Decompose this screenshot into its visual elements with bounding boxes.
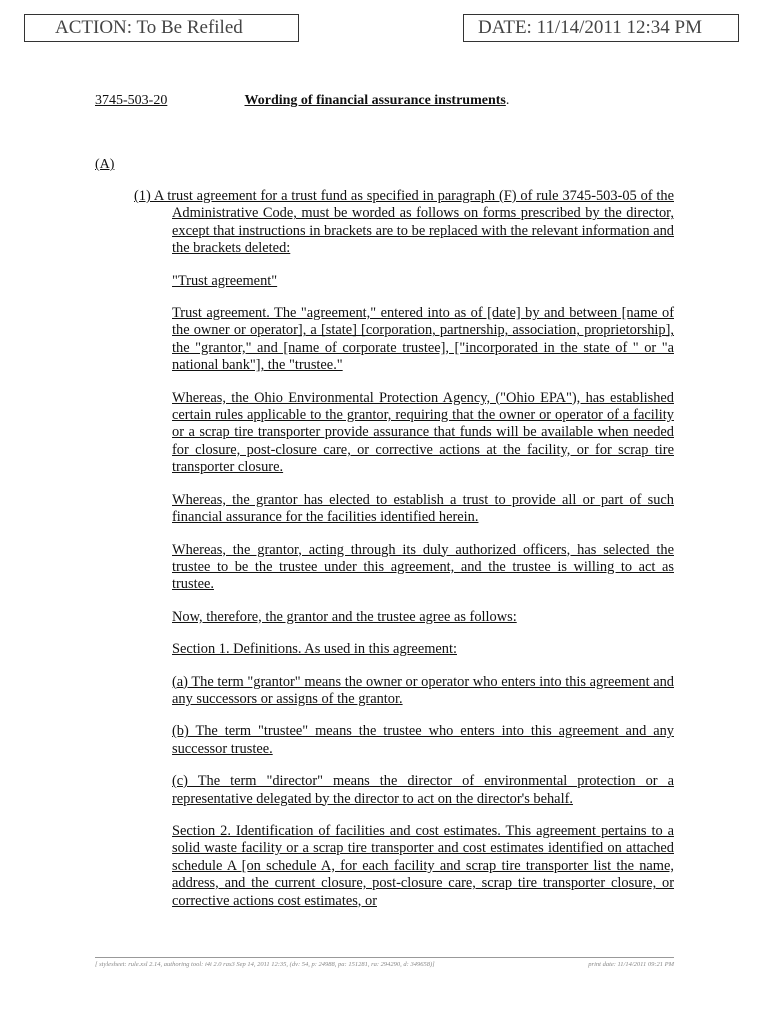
rule-number: 3745-503-20 — [95, 93, 168, 108]
paragraph-def-c: (c) The term "director" means the director of environmental protection or a representative delegated by the director to act on the director's behalf. — [172, 773, 674, 807]
paragraph-whereas-3: Whereas, the grantor, acting through its duly authorized officers, has selected the trustee to be the trustee under this agreement, and the trustee is willing to act as trustee. — [172, 541, 674, 593]
paragraph-section-1: Section 1. Definitions. As used in this agreement: — [172, 641, 457, 658]
section-label: (A) — [95, 157, 115, 172]
footer-metadata: [ stylesheet: rule.xsl 2.14, authoring tool: i4i 2.0 ras3 Sep 14, 2011 12:35, (dv: 54, p: 24988, pa: 151281, ra: 294290, d: 349658)] — [95, 961, 435, 968]
paragraph-whereas-1: Whereas, the Ohio Environmental Protection Agency, ("Ohio EPA"), has established certain rules applicable to the grantor, requiring that the owner or operator of a facility or a scrap tire transporter provide assurance that funds will be available when needed for closure, post-closure care, or corrective actions at the facility, or for scrap tire transporter closure. — [172, 389, 674, 476]
paragraph-trust-agreement: Trust agreement. The "agreement," entered into as of [date] by and between [name of the owner or operator], a [state] [corporation, partnership, association, proprietorship], the "grantor," and [name of corporate trustee], ["incorporated in the state of " or "a national bank"], the "trustee." — [172, 305, 674, 374]
rule-body — [134, 188, 674, 925]
paragraph-whereas-2: Whereas, the grantor has elected to establish a trust to provide all or part of such financial assurance for the facilities identified herein. — [172, 491, 674, 526]
paragraph-section-2: Section 2. Identification of facilities and cost estimates. This agreement pertains to a solid waste facility or a scrap tire transporter and cost estimates identified on attached schedule A [on schedule A, for each facility and scrap tire transporter list the name, address, and the current closure, post-closure care, scrap tire transporter closure, or corrective actions cost estimates, or — [172, 822, 674, 909]
rule-title-period: . — [505, 93, 510, 108]
paragraph-1: (1) A trust agreement for a trust fund as specified in paragraph (F) of rule 3745-503-05 of the Administrative Code, must be worded as follows on forms prescribed by the director, except that instructions in brackets are to be replaced with the relevant information and the brackets deleted: — [134, 188, 674, 257]
page-footer — [95, 957, 674, 968]
footer-print-date: print date: 11/14/2011 09:21 PM — [588, 961, 674, 968]
rule-title: Wording of financial assurance instruments — [244, 93, 506, 108]
paragraph-def-a: (a) The term "grantor" means the owner or operator who enters into this agreement and any successors or assigns of the grantor. — [172, 673, 674, 707]
date-stamp: DATE: 11/14/2011 12:34 PM — [463, 14, 739, 42]
paragraph-def-b: (b) The term "trustee" means the trustee who enters into this agreement and any successor trustee. — [172, 723, 674, 757]
action-stamp: ACTION: To Be Refiled — [24, 14, 299, 42]
paragraph-now-therefore: Now, therefore, the grantor and the trustee agree as follows: — [172, 608, 517, 625]
trust-agreement-heading: "Trust agreement" — [172, 272, 278, 289]
rule-heading — [95, 93, 509, 109]
